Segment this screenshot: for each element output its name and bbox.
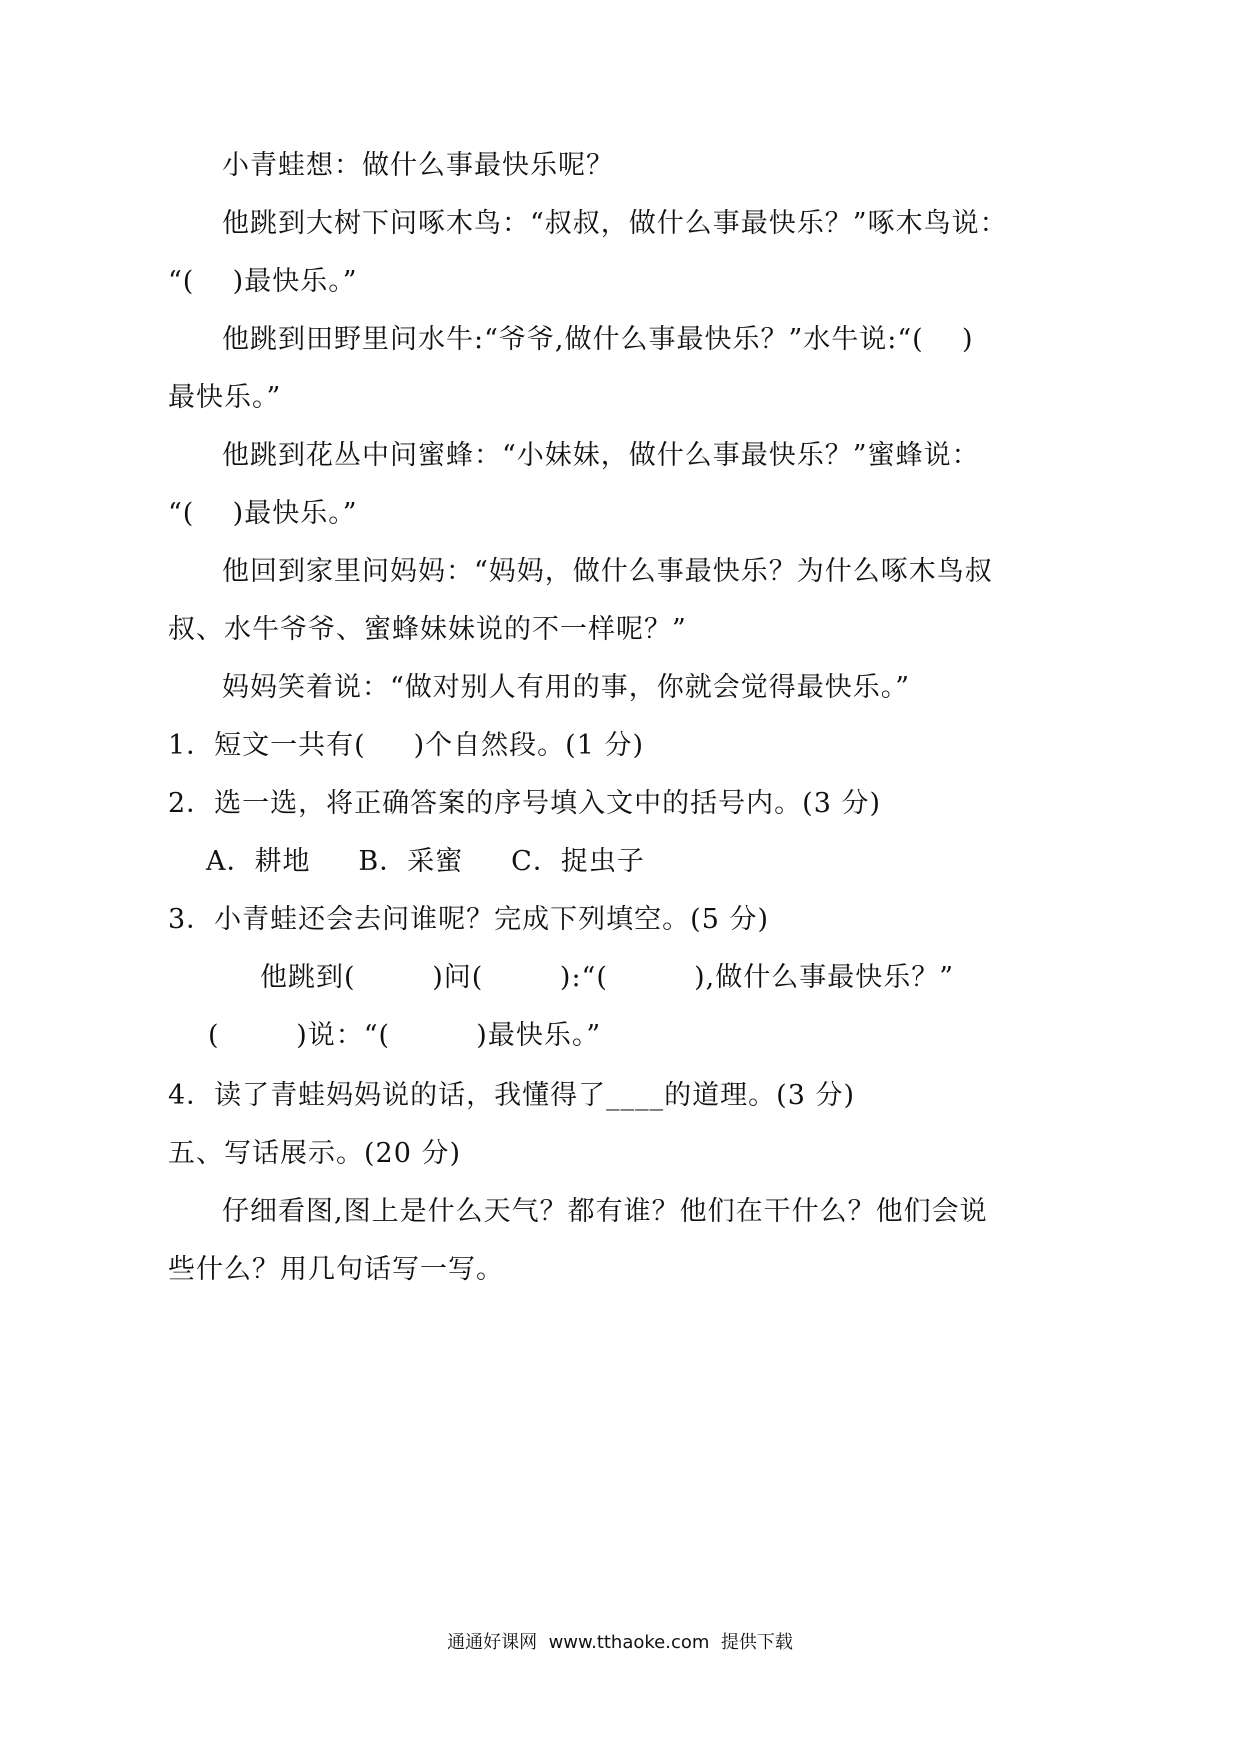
- section-5-prompt-line-1: 仔细看图,图上是什么天气？都有谁？他们在干什么？他们会说: [222, 1196, 988, 1227]
- story-paragraph-4-line-2: “( )最快乐。”: [168, 498, 358, 529]
- question-3-fill-line-2: ( )说：“( )最快乐。”: [208, 1020, 602, 1051]
- question-3: 3．小青蛙还会去问谁呢？完成下列填空。(5 分): [168, 904, 770, 935]
- question-4: 4．读了青蛙妈妈说的话，我懂得了____的道理。(3 分): [168, 1080, 856, 1111]
- question-1: 1．短文一共有( )个自然段。(1 分): [168, 730, 644, 761]
- story-paragraph-4-line-1: 他跳到花丛中问蜜蜂：“小妹妹，做什么事最快乐？”蜜蜂说：: [222, 440, 980, 471]
- story-paragraph-2-line-1: 他跳到大树下问啄木鸟：“叔叔，做什么事最快乐？”啄木鸟说：: [222, 208, 1008, 239]
- story-paragraph-2-line-2: “( )最快乐。”: [168, 266, 358, 297]
- section-5-prompt-line-2: 些什么？用几句话写一写。: [168, 1254, 504, 1285]
- section-5-heading: 五、写话展示。(20 分): [168, 1138, 462, 1169]
- story-paragraph-5-line-1: 他回到家里问妈妈：“妈妈，做什么事最快乐？为什么啄木鸟叔: [222, 556, 993, 587]
- story-paragraph-1: 小青蛙想：做什么事最快乐呢？: [222, 150, 614, 181]
- story-paragraph-3-line-2: 最快乐。”: [168, 382, 282, 413]
- question-2-options: A．耕地 B．采蜜 C．捉虫子: [206, 846, 645, 877]
- question-2: 2．选一选，将正确答案的序号填入文中的括号内。(3 分): [168, 788, 882, 819]
- story-paragraph-5-line-2: 叔、水牛爷爷、蜜蜂妹妹说的不一样呢？”: [168, 614, 687, 645]
- story-paragraph-3-line-1: 他跳到田野里问水牛:“爷爷,做什么事最快乐？”水牛说:“( ): [222, 324, 974, 355]
- story-paragraph-6: 妈妈笑着说：“做对别人有用的事，你就会觉得最快乐。”: [222, 672, 911, 703]
- question-3-fill-line-1: 他跳到( )问( ):“( ),做什么事最快乐？”: [260, 962, 955, 993]
- page-footer: 通通好课网 www.tthaoke.com 提供下载: [447, 1632, 793, 1653]
